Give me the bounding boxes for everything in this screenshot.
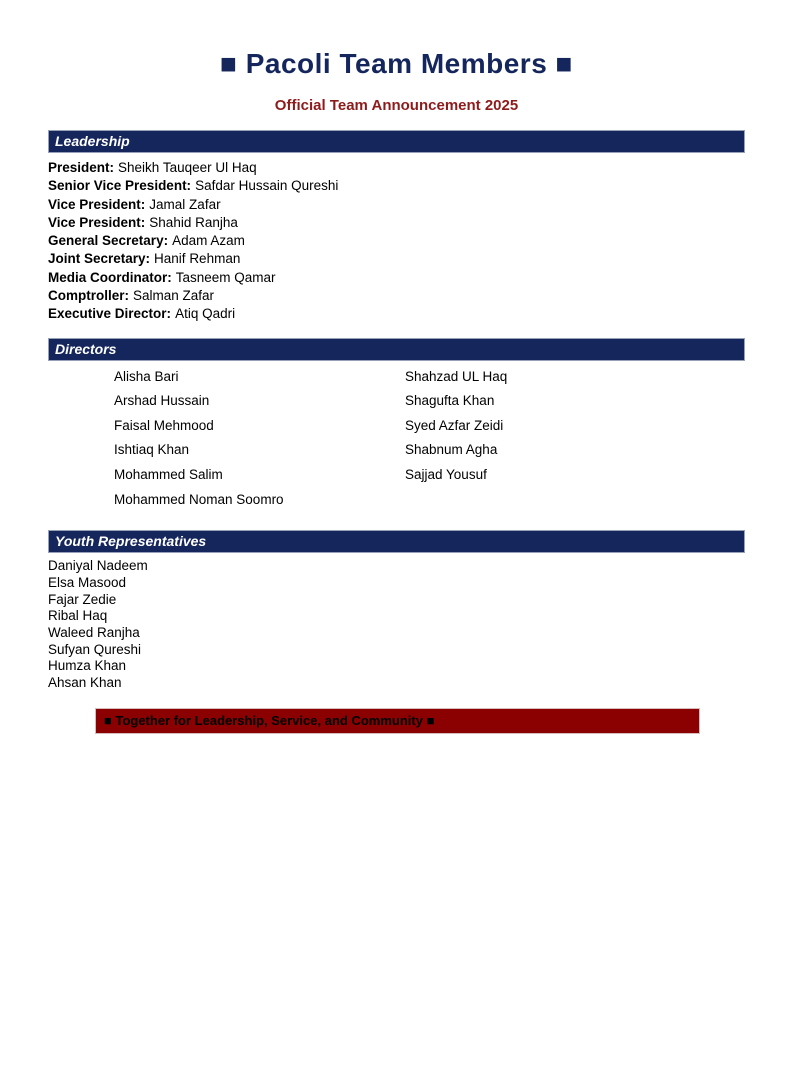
member-name: Atiq Qadri: [175, 306, 236, 322]
member-name: Jamal Zafar: [149, 196, 221, 212]
director-name: Mohammed Salim: [114, 467, 223, 483]
page-subtitle: Official Team Announcement 2025: [274, 97, 519, 114]
role-label: Vice President:: [48, 196, 146, 212]
footer-banner: ■ Together for Leadership, Service, and Community ■: [95, 708, 700, 734]
role-label: Vice President:: [48, 214, 146, 230]
leadership-row: [48, 269, 745, 287]
director-name: Alisha Bari: [114, 368, 179, 384]
member-name: Shahid Ranjha: [149, 214, 238, 230]
youth-name: Ribal Haq: [48, 608, 108, 624]
leadership-row: [48, 177, 745, 195]
section-header-leadership: Leadership: [48, 130, 745, 153]
role-label: Comptroller:: [48, 288, 129, 304]
section-header-directors: Directors: [48, 338, 745, 361]
section-header-youth: Youth Representatives: [48, 530, 745, 553]
youth-list: [48, 558, 745, 692]
director-name: Shagufta Khan: [405, 393, 495, 409]
role-label: Senior Vice President:: [48, 178, 192, 194]
youth-name: Waleed Ranjha: [48, 625, 140, 641]
member-name: Hanif Rehman: [154, 251, 241, 267]
member-name: Salman Zafar: [133, 288, 215, 304]
leadership-row: [48, 159, 745, 177]
director-name: Shahzad UL Haq: [405, 368, 508, 384]
director-name: Mohammed Noman Soomro: [114, 491, 284, 507]
leadership-row: [48, 250, 745, 268]
leadership-row: [48, 214, 745, 232]
director-name: Ishtiaq Khan: [114, 442, 190, 458]
leadership-list: [48, 159, 745, 324]
director-name: Sajjad Yousuf: [405, 467, 487, 483]
youth-name: Humza Khan: [48, 658, 127, 674]
leadership-row: [48, 287, 745, 305]
youth-name: Elsa Masood: [48, 574, 127, 590]
member-name: Safdar Hussain Qureshi: [195, 178, 339, 194]
director-name: Faisal Mehmood: [114, 417, 214, 433]
youth-name: Fajar Zedie: [48, 591, 117, 607]
role-label: General Secretary:: [48, 233, 169, 249]
member-name: Adam Azam: [172, 233, 245, 249]
directors-column-2: [405, 370, 507, 518]
leadership-row: [48, 196, 745, 214]
role-label: Joint Secretary:: [48, 251, 151, 267]
director-name: Shabnum Agha: [405, 442, 498, 458]
role-label: Media Coordinator:: [48, 269, 172, 285]
youth-name: Ahsan Khan: [48, 675, 122, 691]
page-title: ■ Pacoli Team Members ■: [220, 48, 573, 79]
role-label: Executive Director:: [48, 306, 172, 322]
directors-column-1: [114, 370, 405, 518]
leadership-row: [48, 232, 745, 250]
role-label: President:: [48, 160, 115, 175]
directors-columns: [114, 361, 745, 518]
member-name: Tasneem Qamar: [175, 269, 276, 285]
document-page: [0, 48, 791, 734]
director-name: Arshad Hussain: [114, 393, 210, 409]
leadership-row: [48, 305, 745, 323]
youth-name: Daniyal Nadeem: [48, 558, 148, 574]
member-name: Sheikh Tauqeer Ul Haq: [118, 160, 257, 175]
director-name: Syed Azfar Zeidi: [405, 417, 504, 433]
youth-name: Sufyan Qureshi: [48, 641, 142, 657]
